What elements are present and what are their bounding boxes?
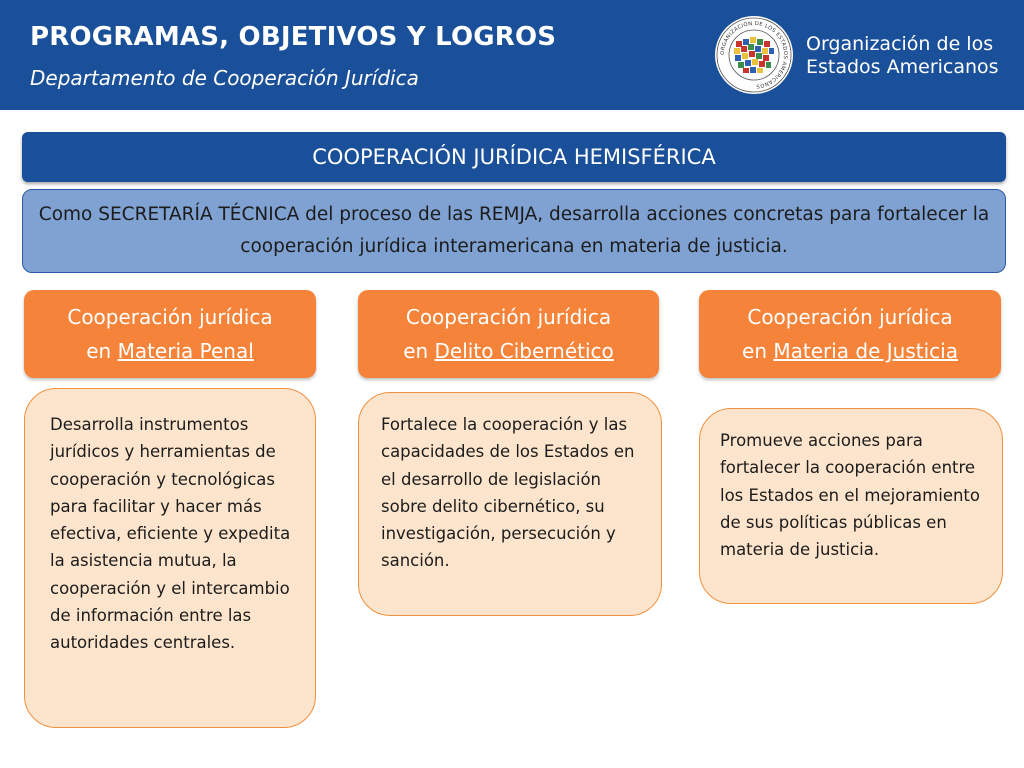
organization-name-line1: Organización de los — [806, 33, 994, 55]
category-subtitle-line — [403, 334, 614, 368]
category-prefix: en — [86, 339, 118, 363]
description-text: Como SECRETARÍA TÉCNICA del proceso de las REMJA, desarrolla acciones concretas para fortalecer la cooperación jurídica interamericana en materia de justicia. — [38, 204, 990, 257]
section-banner: COOPERACIÓN JURÍDICA HEMISFÉRICA — [22, 132, 1006, 182]
description-card-materia-justicia — [699, 408, 1003, 604]
category-title-line: Cooperación jurídica — [405, 305, 612, 329]
organization-name — [806, 33, 999, 79]
card-text: Fortalece la cooperación y las capacidades de los Estados en el desarrollo de legislación sobre delito cibernético, su investigación, persecución y sanción. — [381, 415, 635, 571]
description-card-delito-cibernetico — [358, 392, 662, 616]
category-link-materia-justicia[interactable]: Materia de Justicia — [773, 339, 958, 363]
category-subtitle-line — [742, 334, 958, 368]
category-box-materia-justicia — [699, 290, 1001, 378]
category-prefix: en — [742, 339, 774, 363]
organization-name-line2: Estados Americanos — [806, 56, 999, 78]
card-text: Promueve acciones para fortalecer la cooperación entre los Estados en el mejoramiento de sus políticas públicas en materia de justicia. — [720, 431, 980, 560]
description-card-materia-penal — [24, 388, 316, 728]
seal-text: ORGANIZACIÓN DE LOS ESTADOS AMERICANOS — [719, 20, 789, 89]
oas-seal-icon — [714, 15, 794, 95]
page-subtitle: Departamento de Cooperación Jurídica — [30, 66, 419, 90]
page-title: PROGRAMAS, OBJETIVOS Y LOGROS — [30, 22, 557, 52]
description-box — [22, 189, 1006, 273]
category-title-line: Cooperación jurídica — [67, 305, 273, 329]
category-link-materia-penal[interactable]: Materia Penal — [117, 339, 254, 363]
category-subtitle-line — [86, 334, 254, 368]
category-box-materia-penal — [24, 290, 316, 378]
category-prefix: en — [403, 339, 435, 363]
category-link-delito-cibernetico[interactable]: Delito Cibernético — [434, 339, 614, 363]
category-title-line: Cooperación jurídica — [747, 305, 953, 329]
category-box-delito-cibernetico — [358, 290, 659, 378]
header-bar — [0, 0, 1024, 110]
card-text: Desarrolla instrumentos jurídicos y herramientas de cooperación y tecnológicas para facilitar y hacer más efectiva, eficiente y expedita la asistencia mutua, la cooperación y el intercambio de información entre las autoridades centrales. — [50, 415, 291, 653]
